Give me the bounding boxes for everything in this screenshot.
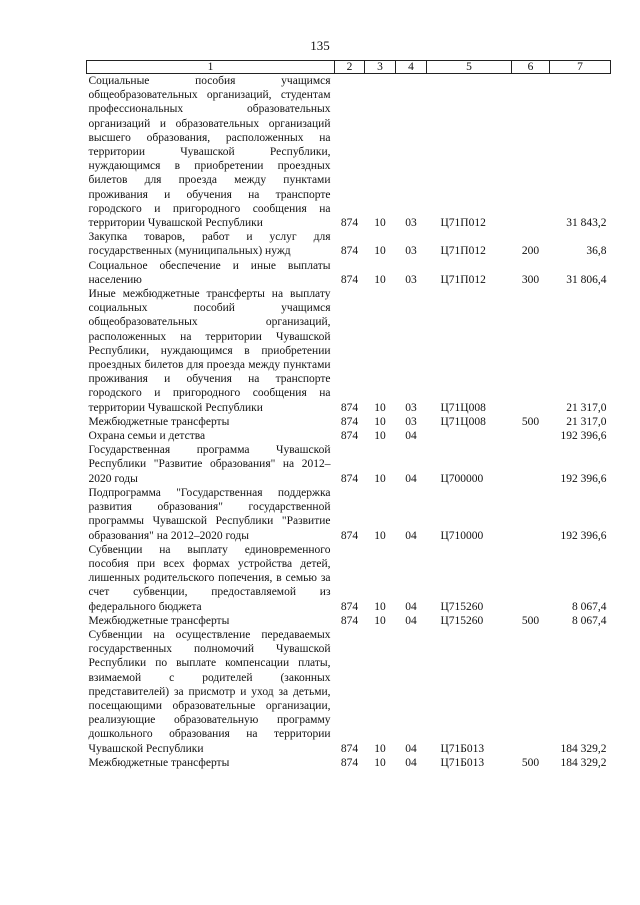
row-amount: 21 317,0 — [566, 415, 607, 428]
table-row — [87, 230, 611, 258]
row-target-article: Ц71П012 — [440, 273, 486, 286]
row-amount: 192 396,6 — [560, 430, 607, 443]
row-expense-type: 200 — [521, 245, 540, 258]
row-amount: 184 329,2 — [560, 742, 607, 755]
row-ministry-code: 874 — [340, 742, 359, 755]
row-description: Субвенции на осуществление передаваемых государственных полномочий Чувашской Республики по выплате компенсации платы, взимаемой с родителей (законных представителей) за присмотр и уход за детьми, посещающими образовательные организации, реализующие образовательную программу дошкольного образования на территории Чувашской Республики — [88, 628, 331, 755]
row-target-article: Ц715260 — [440, 600, 484, 613]
table-row — [87, 486, 611, 543]
table-row — [87, 756, 611, 770]
table-row — [87, 287, 611, 415]
row-ministry-code: 874 — [340, 756, 359, 769]
row-expense-type: 300 — [521, 273, 540, 286]
row-target-article: Ц700000 — [440, 472, 484, 485]
row-expense-type: 500 — [521, 756, 540, 769]
row-ministry-code: 874 — [340, 217, 359, 230]
row-description: Подпрограмма "Государственная поддержка развития образования" государственной программы Чувашской Республики "Развитие образования" на 2012–2020 годы — [88, 486, 331, 542]
row-description: Охрана семьи и детства — [88, 430, 206, 443]
row-ministry-code: 874 — [340, 614, 359, 627]
row-target-article: Ц715260 — [440, 614, 484, 627]
table-row — [87, 628, 611, 756]
row-section-code: 10 — [374, 415, 386, 428]
row-subsection-code: 04 — [405, 472, 417, 485]
row-description: Закупка товаров, работ и услуг для государственных (муниципальных) нужд — [88, 231, 331, 258]
table-body — [87, 74, 611, 770]
table-row — [87, 74, 611, 231]
row-expense-type — [512, 74, 550, 231]
row-description: Межбюджетные трансферты — [88, 614, 230, 627]
row-target-article: Ц71П012 — [440, 245, 486, 258]
row-amount: 36,8 — [586, 245, 607, 258]
row-description: Межбюджетные трансферты — [88, 756, 230, 769]
row-section-code: 10 — [374, 273, 386, 286]
row-subsection-code: 04 — [405, 600, 417, 613]
column-header-4: 4 — [396, 61, 427, 74]
column-header-2: 2 — [335, 61, 365, 74]
row-amount: 8 067,4 — [572, 600, 607, 613]
row-subsection-code: 04 — [405, 614, 417, 627]
row-target-article: Ц71П012 — [440, 217, 486, 230]
column-header-5: 5 — [427, 61, 512, 74]
row-subsection-code: 03 — [405, 217, 417, 230]
row-amount: 31 806,4 — [566, 273, 607, 286]
row-expense-type: 500 — [521, 614, 540, 627]
row-amount: 8 067,4 — [572, 614, 607, 627]
table-row — [87, 614, 611, 628]
row-section-code: 10 — [374, 472, 386, 485]
row-target-article — [427, 429, 512, 443]
column-header-3: 3 — [365, 61, 396, 74]
row-section-code: 10 — [374, 614, 386, 627]
row-description: Социальные пособия учащимся общеобразовательных организаций, студентам профессиональных образовательных организаций и образовательных организаций высшего образования, расположенных на территории Чувашской Республики, нуждающимся в приобретении проездных билетов для проезда между пунктами проживания и обучения на транспорте городского и пригородного сообщения на территории Чувашской Республики — [88, 75, 331, 230]
row-section-code: 10 — [374, 600, 386, 613]
row-ministry-code: 874 — [340, 245, 359, 258]
row-expense-type — [512, 628, 550, 756]
row-subsection-code: 04 — [405, 529, 417, 542]
row-description: Социальное обеспечение и иные выплаты населению — [88, 259, 331, 286]
row-ministry-code: 874 — [340, 600, 359, 613]
row-ministry-code: 874 — [340, 529, 359, 542]
row-expense-type: 500 — [521, 415, 540, 428]
row-expense-type — [512, 543, 550, 614]
table-row — [87, 429, 611, 443]
row-amount: 21 317,0 — [566, 401, 607, 414]
row-subsection-code: 04 — [405, 756, 417, 769]
row-amount: 192 396,6 — [560, 529, 607, 542]
row-subsection-code: 04 — [405, 430, 417, 443]
row-expense-type — [512, 443, 550, 486]
row-description: Иные межбюджетные трансферты на выплату социальных пособий учащимся общеобразовательных организаций, расположенных на территории Чувашской Республики, нуждающимся в приобретении проездных билетов для проезда между пунктами проживания и обучения на транспорте городского и пригородного сообщения на территории Чувашской Республики — [88, 288, 331, 414]
column-header-6: 6 — [512, 61, 550, 74]
row-subsection-code: 03 — [405, 245, 417, 258]
page-number: 135 — [310, 38, 330, 53]
row-section-code: 10 — [374, 245, 386, 258]
budget-table — [86, 60, 611, 770]
table-row — [87, 443, 611, 486]
row-description: Субвенции на выплату единовременного пособия при всех формах устройства детей, лишенных родительского попечения, в семью за счет субвенции, предоставляемой из федерального бюджета — [88, 543, 331, 613]
row-expense-type — [512, 287, 550, 415]
row-target-article: Ц71Ц008 — [440, 415, 486, 428]
row-amount: 192 396,6 — [560, 472, 607, 485]
row-subsection-code: 04 — [405, 742, 417, 755]
row-target-article: Ц71Ц008 — [440, 401, 486, 414]
column-header-1: 1 — [87, 61, 335, 74]
row-expense-type — [512, 486, 550, 543]
row-target-article: Ц71Б013 — [440, 742, 485, 755]
row-amount: 31 843,2 — [566, 217, 607, 230]
row-ministry-code: 874 — [340, 273, 359, 286]
row-section-code: 10 — [374, 430, 386, 443]
row-description: Государственная программа Чувашской Республики "Развитие образования" на 2012–2020 годы — [88, 444, 331, 485]
row-subsection-code: 03 — [405, 401, 417, 414]
row-target-article: Ц71Б013 — [440, 756, 485, 769]
row-subsection-code: 03 — [405, 273, 417, 286]
row-section-code: 10 — [374, 742, 386, 755]
row-ministry-code: 874 — [340, 415, 359, 428]
row-ministry-code: 874 — [340, 401, 359, 414]
row-ministry-code: 874 — [340, 430, 359, 443]
row-subsection-code: 03 — [405, 415, 417, 428]
column-header-7: 7 — [550, 61, 611, 74]
row-expense-type — [512, 429, 550, 443]
row-section-code: 10 — [374, 756, 386, 769]
row-section-code: 10 — [374, 529, 386, 542]
table-row — [87, 259, 611, 287]
row-description: Межбюджетные трансферты — [88, 415, 230, 428]
table-header-row — [87, 61, 611, 74]
table-row — [87, 543, 611, 614]
row-ministry-code: 874 — [340, 472, 359, 485]
row-section-code: 10 — [374, 217, 386, 230]
row-target-article: Ц710000 — [440, 529, 484, 542]
table-row — [87, 415, 611, 429]
row-section-code: 10 — [374, 401, 386, 414]
row-amount: 184 329,2 — [560, 756, 607, 769]
